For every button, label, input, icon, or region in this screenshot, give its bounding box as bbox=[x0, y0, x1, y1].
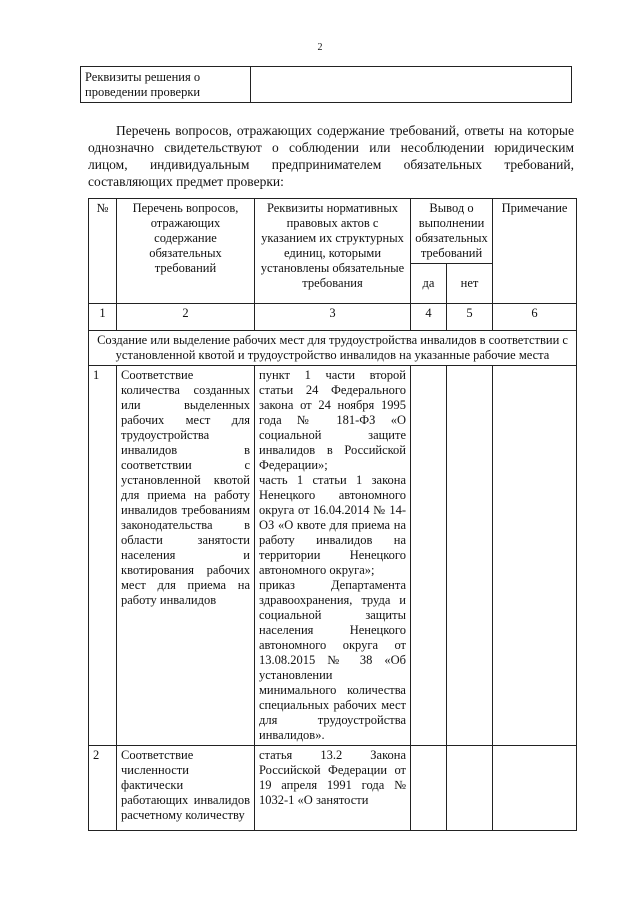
page-number: 2 bbox=[317, 42, 323, 53]
row-no bbox=[447, 746, 493, 831]
row-requisites bbox=[255, 746, 411, 831]
row-note bbox=[493, 746, 577, 831]
header-requisites: Реквизиты нормативных правовых актов с указанием их структурных единиц, которыми установлены обязательные требования bbox=[255, 199, 411, 304]
row-note bbox=[493, 366, 577, 746]
intro-text: Перечень вопросов, отражающих содержание требований, ответы на которые однозначно свидетельствуют о соблюдении или несоблюдении юридическим лицом, индивидуальным предпринимателем обязательных требований, составляющих предмет проверки: bbox=[88, 123, 574, 189]
header-no: нет bbox=[447, 264, 493, 304]
table-row bbox=[89, 746, 577, 831]
requisites-item: приказ Департамента здравоохранения, труда и социальной защиты населения Ненецкого автономного округа от 13.08.2015 № 38 «Об установлении минимального количества специальных рабочих мест для трудоустройства инвалидов». bbox=[259, 578, 406, 742]
row-num: 2 bbox=[89, 746, 117, 831]
column-number: 2 bbox=[117, 304, 255, 331]
row-yes bbox=[411, 366, 447, 746]
column-number: 4 bbox=[411, 304, 447, 331]
intro-paragraph bbox=[88, 122, 574, 190]
header-num: № bbox=[89, 199, 117, 304]
section-row bbox=[89, 331, 577, 366]
table-header-row bbox=[89, 199, 577, 264]
requisites-label: Реквизиты решения о проведении проверки bbox=[81, 67, 251, 102]
section-title: Создание или выделение рабочих мест для трудоустройства инвалидов в соответствии с установленной квотой и трудоустройство инвалидов на указанные рабочие места bbox=[89, 331, 577, 366]
row-requisites bbox=[255, 366, 411, 746]
row-no bbox=[447, 366, 493, 746]
row-question: Соответствие количества созданных или выделенных рабочих мест для трудоустройства инвалидов в соответствии с установленной квотой для приема на работу инвалидов требованиям законодательства в области занятости населения и квотирования рабочих мест для приема на работу инвалидов bbox=[117, 366, 255, 746]
row-num: 1 bbox=[89, 366, 117, 746]
column-numbers-row bbox=[89, 304, 577, 331]
row-question: Соответствие численности фактически работающих инвалидов расчетному количеству bbox=[117, 746, 255, 831]
header-note: Примечание bbox=[493, 199, 577, 304]
requisites-box bbox=[80, 66, 572, 103]
requisites-item: пункт 1 части второй статьи 24 Федерального закона от 24 ноября 1995 года № 181-ФЗ «О социальной защите инвалидов в Российской Федерации»; bbox=[259, 368, 406, 472]
column-number: 3 bbox=[255, 304, 411, 331]
column-number: 1 bbox=[89, 304, 117, 331]
requisites-item: часть 1 статьи 1 закона Ненецкого автономного округа от 16.04.2014 № 14-ОЗ «О квоте для приема на работу инвалидов на территории Ненецкого автономного округа»; bbox=[259, 473, 406, 577]
header-yes: да bbox=[411, 264, 447, 304]
header-questions: Перечень вопросов, отражающих содержание обязательных требований bbox=[117, 199, 255, 304]
table-row bbox=[89, 366, 577, 746]
requisites-item: статья 13.2 Закона Российской Федерации от 19 апреля 1991 года № 1032-1 «О занятости bbox=[259, 748, 406, 807]
column-number: 6 bbox=[493, 304, 577, 331]
checklist-table bbox=[88, 198, 577, 831]
column-number: 5 bbox=[447, 304, 493, 331]
row-yes bbox=[411, 746, 447, 831]
header-conclusion: Вывод о выполнении обязательных требований bbox=[411, 199, 493, 264]
